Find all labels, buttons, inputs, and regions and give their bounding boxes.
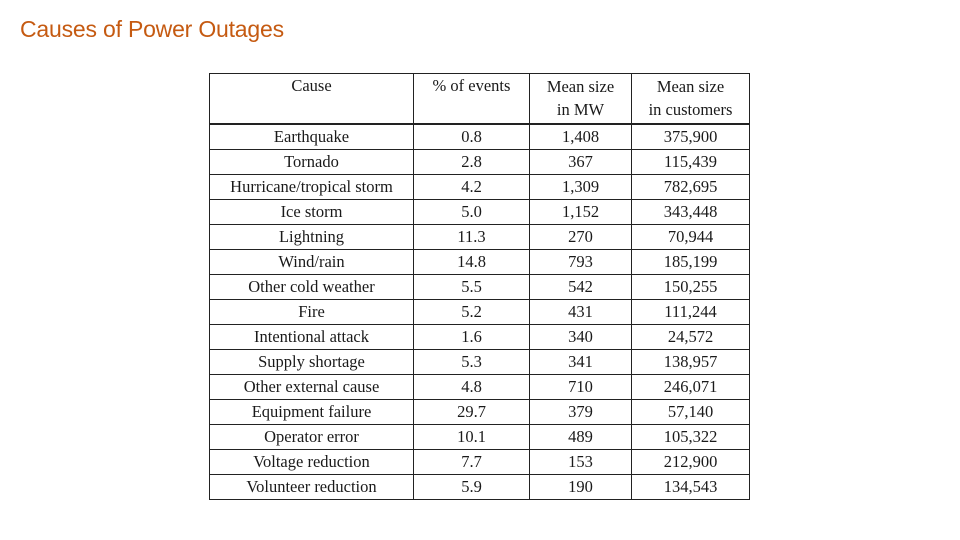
cell-mw: 489 xyxy=(530,424,632,449)
cell-pct: 5.2 xyxy=(414,299,530,324)
cell-mw: 340 xyxy=(530,324,632,349)
outage-causes-table-wrap xyxy=(209,73,749,500)
cell-customers: 115,439 xyxy=(632,149,750,174)
cell-pct: 5.0 xyxy=(414,199,530,224)
cell-pct: 0.8 xyxy=(414,124,530,150)
cell-mw: 710 xyxy=(530,374,632,399)
cell-cause: Tornado xyxy=(210,149,414,174)
cell-customers: 70,944 xyxy=(632,224,750,249)
cell-pct: 5.3 xyxy=(414,349,530,374)
cell-customers: 246,071 xyxy=(632,374,750,399)
cell-mw: 190 xyxy=(530,474,632,499)
header-pct-events: % of events xyxy=(414,74,530,124)
cell-pct: 5.9 xyxy=(414,474,530,499)
cell-cause: Lightning xyxy=(210,224,414,249)
cell-cause: Hurricane/tropical storm xyxy=(210,174,414,199)
header-cause: Cause xyxy=(210,74,414,124)
cell-customers: 343,448 xyxy=(632,199,750,224)
table-row xyxy=(210,324,750,349)
cell-cause: Intentional attack xyxy=(210,324,414,349)
cell-customers: 782,695 xyxy=(632,174,750,199)
table-row xyxy=(210,399,750,424)
cell-mw: 431 xyxy=(530,299,632,324)
cell-cause: Earthquake xyxy=(210,124,414,150)
table-row xyxy=(210,249,750,274)
cell-mw: 270 xyxy=(530,224,632,249)
table-row xyxy=(210,224,750,249)
cell-mw: 793 xyxy=(530,249,632,274)
table-row xyxy=(210,199,750,224)
cell-pct: 2.8 xyxy=(414,149,530,174)
cell-mw: 153 xyxy=(530,449,632,474)
cell-cause: Ice storm xyxy=(210,199,414,224)
cell-customers: 375,900 xyxy=(632,124,750,150)
cell-mw: 341 xyxy=(530,349,632,374)
table-row xyxy=(210,299,750,324)
table-row xyxy=(210,349,750,374)
cell-pct: 1.6 xyxy=(414,324,530,349)
cell-customers: 150,255 xyxy=(632,274,750,299)
table-row xyxy=(210,474,750,499)
cell-mw: 1,408 xyxy=(530,124,632,150)
table-row xyxy=(210,449,750,474)
cell-pct: 11.3 xyxy=(414,224,530,249)
cell-pct: 4.8 xyxy=(414,374,530,399)
cell-customers: 57,140 xyxy=(632,399,750,424)
table-row xyxy=(210,149,750,174)
cell-mw: 367 xyxy=(530,149,632,174)
table-row xyxy=(210,124,750,150)
cell-pct: 10.1 xyxy=(414,424,530,449)
cell-customers: 138,957 xyxy=(632,349,750,374)
table-header-row xyxy=(210,74,750,124)
cell-cause: Fire xyxy=(210,299,414,324)
cell-customers: 212,900 xyxy=(632,449,750,474)
cell-cause: Wind/rain xyxy=(210,249,414,274)
cell-cause: Supply shortage xyxy=(210,349,414,374)
outage-causes-table xyxy=(209,73,750,500)
table-row xyxy=(210,274,750,299)
cell-customers: 111,244 xyxy=(632,299,750,324)
cell-mw: 1,152 xyxy=(530,199,632,224)
cell-customers: 185,199 xyxy=(632,249,750,274)
cell-customers: 134,543 xyxy=(632,474,750,499)
cell-customers: 105,322 xyxy=(632,424,750,449)
table-row xyxy=(210,424,750,449)
slide-title: Causes of Power Outages xyxy=(20,16,284,42)
cell-cause: Other external cause xyxy=(210,374,414,399)
header-mean-size-mw: Mean size in MW xyxy=(530,74,632,124)
cell-mw: 1,309 xyxy=(530,174,632,199)
cell-customers: 24,572 xyxy=(632,324,750,349)
cell-pct: 29.7 xyxy=(414,399,530,424)
header-mean-size-customers: Mean size in customers xyxy=(632,74,750,124)
cell-pct: 5.5 xyxy=(414,274,530,299)
cell-pct: 4.2 xyxy=(414,174,530,199)
cell-cause: Volunteer reduction xyxy=(210,474,414,499)
cell-mw: 379 xyxy=(530,399,632,424)
cell-pct: 14.8 xyxy=(414,249,530,274)
cell-mw: 542 xyxy=(530,274,632,299)
table-row xyxy=(210,374,750,399)
cell-cause: Operator error xyxy=(210,424,414,449)
table-row xyxy=(210,174,750,199)
cell-cause: Equipment failure xyxy=(210,399,414,424)
table-body xyxy=(210,124,750,500)
cell-cause: Voltage reduction xyxy=(210,449,414,474)
cell-pct: 7.7 xyxy=(414,449,530,474)
cell-cause: Other cold weather xyxy=(210,274,414,299)
